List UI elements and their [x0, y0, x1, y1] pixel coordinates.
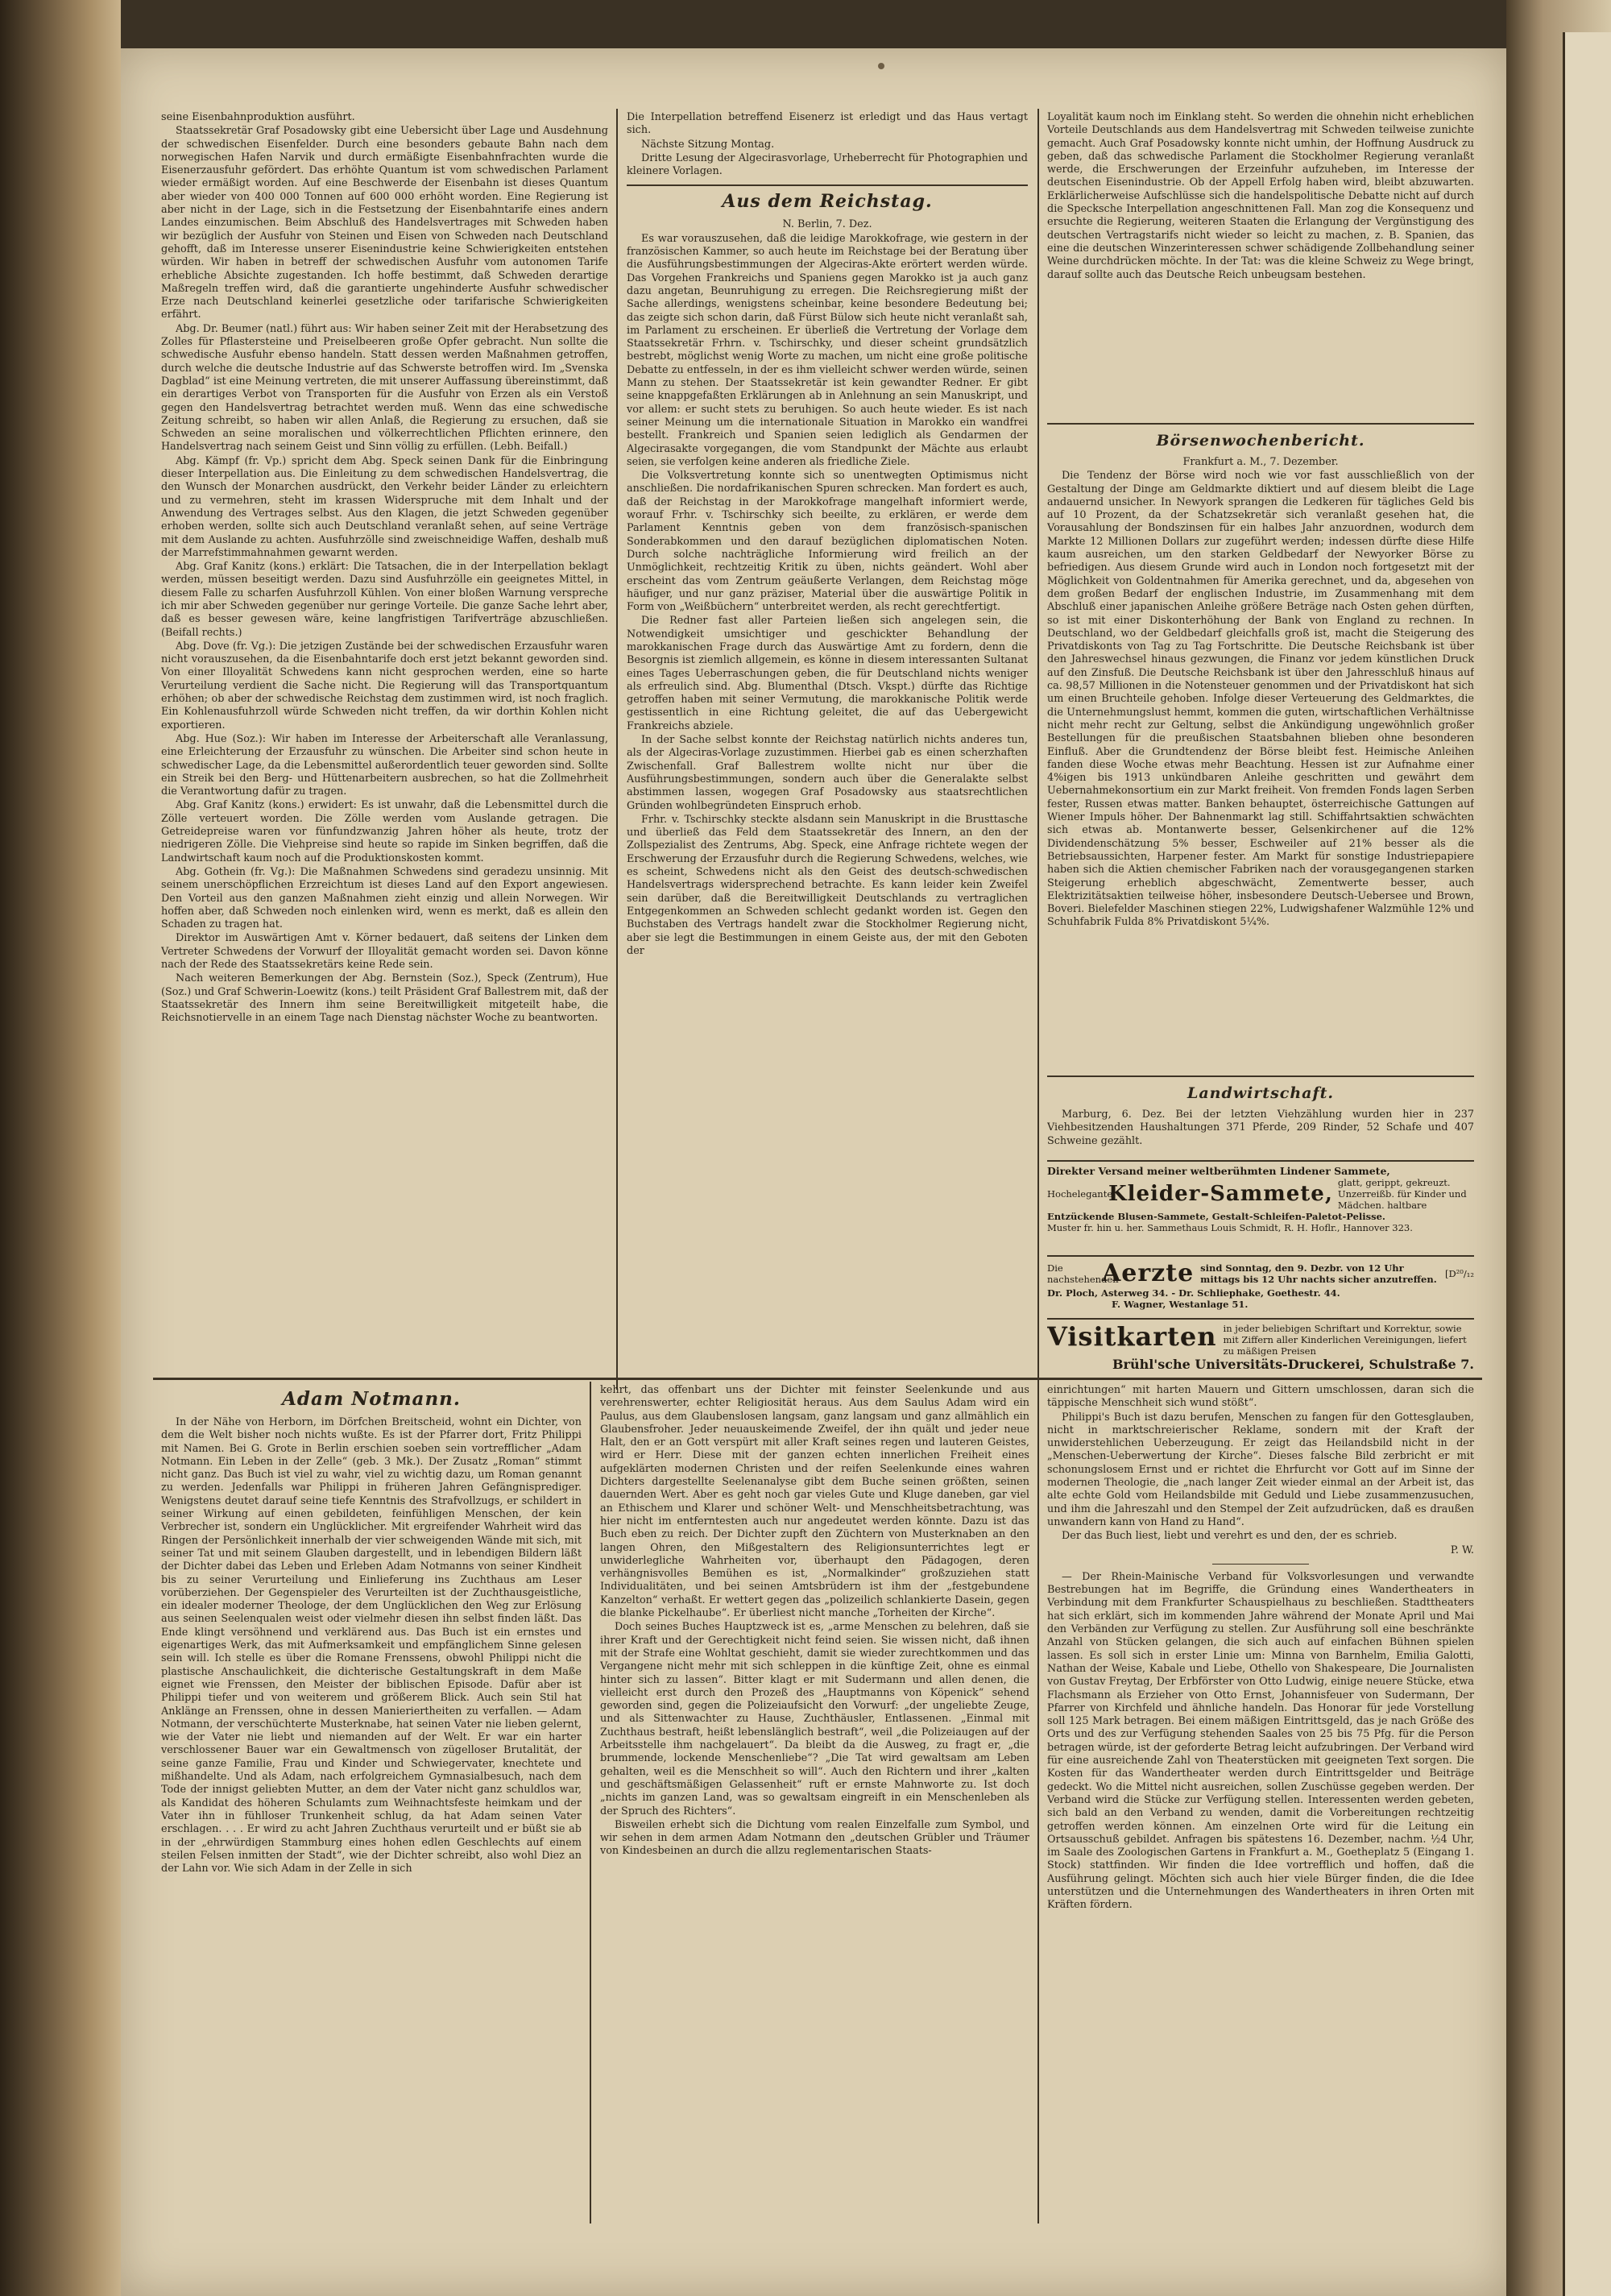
ad-velvet-lead: Direkter Versand meiner weltberühmten Lindener Sammete,	[1047, 1165, 1390, 1177]
agriculture-section	[1047, 1080, 1474, 1160]
book-binding-left	[0, 0, 121, 2296]
binding-hole	[878, 63, 884, 69]
ad-velvet-line2: Entzückende Blusen-Sammete, Gestalt-Schleifen-Paletot-Pelisse.	[1047, 1211, 1385, 1222]
ad-doctors	[1047, 1255, 1474, 1320]
paragraph: Abg. Dove (fr. Vg.): Die jetzigen Zustände bei der schwedischen Erzausfuhr waren nicht vorauszusehen, da die Eisenbahntarife doch erst jetzt bekannt geworden sind. Von einer Illoyalität Schwedens kann nicht gesprochen werden, eine so harte Verurteilung verdient die Sache nicht. Die Regierung will das Transportquantum erhöhen; ob aber der schwedische Reichstag dem zustimmen wird, ist noch fraglich. Ein Kohlenausfuhrzoll würde Schweden nicht treffen, da wir dorthin Kohlen nicht exportieren.	[161, 640, 608, 731]
feuilleton-column-1	[161, 1384, 582, 2222]
paragraph: Abg. Graf Kanitz (kons.) erwidert: Es ist unwahr, daß die Lebensmittel durch die Zölle verteuert worden. Die Zölle werden vom Auslande getragen. Die Getreidepreise waren vor fünfundzwanzig Jahren höher als heute, trotz der niedrigeren Zölle. Die Viehpreise sind heute so rapide im Sinken begriffen, daß die Landwirtschaft kaum noch auf die Produktionskosten kommt.	[161, 799, 608, 864]
ad-cards-title: Visitkarten	[1047, 1321, 1217, 1352]
paragraph: Die Redner fast aller Parteien ließen sich angelegen sein, die Notwendigkeit umsichtiger und geschickter Behandlung der marokkanischen Frage durch das Auswärtige Amt zu fordern, denn die Besorgnis ist ziemlich allgemein, es könne in diesem interessanten Sultanat eines Tages Ueberraschungen geben, die für Deutschland nichts weniger als erfreulich sind. Abg. Blumenthal (Dtsch. Vkspt.) dürfte das Richtige getroffen haben mit seiner Vermutung, die marokkanische Politik werde gestissentlich in eine Richtung geleitet, die auf das Uebergewicht Frankreichs abziele.	[627, 615, 1028, 732]
paragraph: Philippi's Buch ist dazu berufen, Menschen zu fangen für den Gottesglauben, nicht in marktschreierischer Reklame, sondern mit der Kraft der unwiderstehlichen Ueberzeugung. Er zeigt das Heilandsbild nicht in der „Menschen-Ueberwertung der Kirche“. Dieses falsche Bild zerbricht er mit schonungslosem Ernst und er richtet die Ehrfurcht vor Gott auf im Sinne der modernen Theologie, die „nach langer Zeit wieder einmal an der Arbeit ist, das alte echte Gold vom Heilandsbilde mit Geduld und Liebe zusammenzusuchen, und ihm die Jahreszahl und den Stempel der Zeit aufzudrücken, daß es draußen unwandern kann von Hand zu Hand“.	[1047, 1411, 1474, 1528]
ad-velvet-line3: Muster fr. hin u. her. Sammethaus Louis Schmidt, R. H. Hoflr., Hannover 323.	[1047, 1222, 1413, 1233]
dateline: N. Berlin, 7. Dez.	[782, 218, 872, 231]
paragraph: Loyalität kaum noch im Einklang steht. So werden die ohnehin nicht erheblichen Vorteile Deutschlands aus dem Handelsvertrag mit Schweden teilweise zunichte gemacht. Auch Graf Posadowsky konnte nicht umhin, der Hoffnung Ausdruck zu geben, daß das schwedische Parlament die Stockholmer Regierung veranlaßt werde, die Erschwerungen der Erzeinfuhr aufzuheben, im Interesse der deutschen Eisenindustrie. Ob der Appell Erfolg haben wird, bleibt abzuwarten. Erklärlicherweise Aufschlüsse sich die handelspolitische Debatte nicht auf durch die Specksche Interpellation angeschnittenen Fall. Man zog die Konsequenz und ersuchte die Regierung, weiteren Staaten die Erlangung der Vergünstigung des deutschen Vertragstarifs nicht wieder so leicht zu machen, z. B. Spanien, das eine die deutschen Winzerinteressen schwer schädigende Zollbehandlung seiner Weine durchdrücken möchte. In der Tat: was die kleine Schweiz zu Wege bringt, darauf sollte auch das Deutsche Reich unbeugsam bestehen.	[1047, 111, 1474, 281]
dateline: Frankfurt a. M., 7. Dezember.	[1182, 456, 1339, 468]
feuilleton-column-3	[1047, 1384, 1474, 2222]
next-session-note: Nächste Sitzung Montag.	[641, 138, 775, 151]
paragraph: Es war vorauszusehen, daß die leidige Marokkofrage, wie gestern in der französischen Kammer, so auch heute im Reichstage bei der Beratung über die Ausführungsbestimmungen der Algeciras-Akte erörtert werden würde. Das Vorgehen Frankreichs und Spaniens gegen Marokko ist ja auch ganz dazu angetan, Beunruhigung zu erregen. Die Reichsregierung mißt der Sache allerdings, wenigstens scheinbar, keine besondere Bedeutung bei; das zeigte sich schon darin, daß Fürst Bülow sich heute nicht veranlaßt sah, im Parlament zu erscheinen. Er überließ die Vertretung der Vorlage dem Staatssekretär Frhrn. v. Tschirschky, und dieser scheint grundsätzlich bestrebt, möglichst wenig Worte zu machen, um nicht eine große politische Debatte zu entfesseln, in der es ihm vielleicht schwer werden würde, seinen Mann zu stehen. Der Staatssekretär ist kein gewandter Redner. Er gibt seine knappgefaßten Erklärungen ab in Anlehnung an sein Manuskript, und vor allem: er sucht stets zu beruhigen. So auch heute wieder. Es ist nach seiner Meinung um die internationale Situation in Marokko ein wandfrei bestellt. Frankreich und Spanien seien lediglich als Gendarmen der Algecirasakte vorgegangen, die vom Standpunkt der Mächte aus erlaubt seien, sie verfolgen keine anderen als friedliche Ziele.	[627, 232, 1028, 468]
column-rule-2	[1037, 109, 1039, 1390]
paragraph: Abg. Dr. Beumer (natl.) führt aus: Wir haben seiner Zeit mit der Herabsetzung des Zolles für Pflastersteine und Preiselbeeren große Opfer gebracht. Nun sollte die schwedische Ausfuhr ebenso handeln. Statt dessen werden Maßnahmen getroffen, durch welche die deutsche Industrie auf das Schwerste betroffen wird. Im „Svenska Dagblad“ ist eine Meinung vertreten, die mit unserer Auffassung übereinstimmt, daß ein derartiges Verbot von Transporten für die Ausfuhr von Erzen als ein Verstoß gegen den Handelsvertrag betrachtet werden muß. Wenn das eine schwedische Zeitung schreibt, so haben wir allen Anlaß, die Regierung zu ersuchen, daß sie Schweden an seine moralischen und völkerrechtlichen Pflichten erinnere, den Handelsvertrag nach seinem Geist und Sinn völlig zu erfüllen. (Lebh. Beifall.)	[161, 322, 608, 454]
ad-business-cards	[1047, 1318, 1474, 1381]
column-rule-1	[616, 109, 618, 1390]
column-3-continuation	[1047, 111, 1474, 417]
agenda-note: Dritte Lesung der Algecirasvorlage, Urheberrecht für Photographien und kleinere Vorlagen.	[627, 151, 1028, 178]
author-signature: P. W.	[1450, 1544, 1474, 1556]
paragraph: seine Eisenbahnproduktion ausführt.	[161, 111, 355, 123]
paragraph: Nach weiteren Bemerkungen der Abg. Bernstein (Soz.), Speck (Zentrum), Hue (Soz.) und Graf Schwerin-Loewitz (kons.) teilt Präsident Graf Ballestrem mit, daß der Staatssekretär des Innern ihm seine Bereitwilligkeit mitgeteilt habe, die Reichsnotiervelle in an einem Tage nach Dienstag nächster Woche zu beantworten.	[161, 972, 608, 1025]
column-1-parliament-report	[161, 111, 608, 1372]
column-rule-3	[590, 1382, 591, 2223]
paragraph: Bisweilen erhebt sich die Dichtung vom realen Einzelfalle zum Symbol, und wir sehen in dem armen Adam Notmann den „deutschen Grübler und Träumer von Kindesbeinen an durch die allzu reglementarischen Staats-	[600, 1818, 1029, 1858]
ad-velvet	[1047, 1160, 1474, 1258]
paragraph: In der Nähe von Herborn, im Dörfchen Breitscheid, wohnt ein Dichter, von dem die Welt bisher noch nichts wußte. Es ist der Pfarrer dort, Fritz Philippi mit Namen. Bei G. Grote in Berlin erschien soeben sein vortrefflicher „Adam Notmann. Ein Leben in der Zelle“ (geb. 3 Mk.). Der Zusatz „Roman“ stimmt nicht ganz. Das Buch ist viel zu wahr, viel zu wichtig dazu, um Roman genannt zu werden. Jedenfalls war Philippi in früheren Jahren Gefängnisprediger. Wenigstens deutet darauf seine tiefe Kenntnis des Strafvollzugs, er schildert in seiner Wirkung auf einen gebildeten, feinfühligen Menschen, der kein Verbrecher ist, sondern ein Unglücklicher. Mit ergreifender Wahrheit wird das Ringen der Persönlichkeit innerhalb der vier schweigenden Wände mit sich, mit seiner Tat und mit seinem Glauben dargestellt, und in lebendigen Bildern läßt der Dichter dabei das Leben und Erleben Adam Notmanns von seiner Kindheit bis zu seiner Verurteilung und Einlieferung ins Zuchthaus am Leser vorüberziehen. Der Gegenspieler des Verurteilten ist der Zuchthausgeistliche, ein idealer moderner Theologe, der dem Unglücklichen den Weg zur Erlösung aus seinen Seelenqualen weist oder vielmehr diesen ihn selbst finden läßt. Das Ende klingt versöhnend und verklärend aus. Das Buch ist ein ernstes und eigenartiges Werk, das mit Aufmerksamkeit und empfänglichem Sinne gelesen sein will. Ich stelle es über die Romane Frenssens, obwohl Philippi nicht die plastische Anschaulichkeit, die dichterische Gestaltungskraft in dem Maße eignet wie Frenssen, den Meister der biblischen Episode. Dafür aber ist Philippi tiefer und von weiterem und größerem Blick. Auch sein Stil hat Anklänge an Frenssen, ohne in dessen Manieriertheiten zu verfallen. — Adam Notmann, der verschüchterte Musterknabe, hat seinen Vater nie lieben gelernt, wie der Vater nie liebt und niemanden auf der Welt. Er war ein harter verschlossener Bauer war ein Gewaltmensch von zügelloser Brutalität, der seine ganze Familie, Frau und Kinder und Schwiegervater, knechtete und mißhandelte. Und als Adam, nach erfolgreichem Gymnasialbesuch, nach dem Tode der innigst geliebten Mutter, an dem der Vater nicht ganz schuldlos war, als Kandidat des höheren Schulamts zum Weihnachtsfeste heimkam und der Vater ihn in fühlloser Trunkenheit schlug, da hat Adam seinen Vater erschlagen. . . . Er wird zu acht Jahren Zuchthaus verurteilt und er büßt sie ab in der „ehrwürdigen Stammburg eines hohen edlen Geschlechts auf einem steilen Felsen inmitten der Stadt“, wie der Dichter schreibt, also wohl Diez an der Lahn vor. Wie sich Adam in der Zelle in sich	[161, 1416, 582, 1875]
ad-velvet-right: glatt, gerippt, gekreuzt. Unzerreißb. für Kinder und Mädchen. haltbare	[1337, 1177, 1467, 1211]
feuilleton-heading: Adam Notmann.	[282, 1388, 461, 1410]
paragraph: Abg. Kämpf (fr. Vp.) spricht dem Abg. Speck seinen Dank für die Einbringung dieser Interpellation aus. Die Einleitung zu dem schwedischen Handelsvertrag, die den Wunsch der Monarchen ausdrückt, den Verkehr beider Länder zu erleichtern und zu vermehren, steht im krassen Widerspruche mit dem Inhalt und der Anwendung des Vertrages selbst. Aus den Klagen, die jetzt Schweden gegenüber erhoben werden, sollte sich auch Deutschland veranlaßt sehen, auf seine Verträge mit dem Auslande zu achten. Ausfuhrzölle sind zweischneidige Waffen, deshalb muß der Marrefstimmahnahmen gewarnt werden.	[161, 454, 608, 559]
adjacent-page-edge	[1563, 32, 1611, 2296]
paragraph: einrichtungen“ mit harten Mauern und Gittern umschlossen, daran sich die täppische Menschheit sich wund stößt“.	[1047, 1384, 1474, 1410]
feuilleton-column-2	[600, 1384, 1029, 2222]
paragraph: Marburg, 6. Dez. Bei der letzten Viehzählung wurden hier in 237 Viehbesitzenden Haushaltungen 371 Pferde, 209 Rinder, 52 Schafe und 407 Schweine gezählt.	[1047, 1109, 1474, 1147]
ad-doctors-line1: Dr. Ploch, Asterweg 34. - Dr. Schliephake, Goethestr. 44.	[1047, 1287, 1340, 1299]
section-heading-boerse: Börsenwochenbericht.	[1156, 432, 1365, 450]
ad-doctors-title: Aerzte	[1102, 1259, 1195, 1287]
section-heading-reichstag: Aus dem Reichstag.	[722, 191, 933, 213]
ad-cards-text: in jeder beliebigen Schriftart und Korrektur, sowie mit Ziffern aller Kinderlichen Vereinigungen, liefert zu mäßigen Preisen	[1223, 1323, 1467, 1357]
paragraph: Die Tendenz der Börse wird noch wie vor fast ausschließlich von der Gestaltung der Dinge am Geldmarkte diktiert und auf diesem bleibt die Lage andauernd unsicher. In Newyork sprangen die Ledkeren für tägliches Geld bis auf 10 Prozent, da der Schatzsekretär sich veranlaßt gesehen hat, die Vorausahlung der Bondszinsen für ein halbes Jahr anzuordnen, wodurch dem Markte 12 Millionen Dollars zur zugeführt werden; indessen dürfte diese Hilfe kaum ausreichen, um den starken Geldbedarf der Newyorker Börse zu befriedigen. Aus diesem Grunde wird auch in London noch fortgesetzt mit der Möglichkeit von Goldentnahmen für Amerika gerechnet, und da, abgesehen von dem großen Bedarf der englischen Industrie, im Zusammenhang mit dem Abschluß einer japanischen Anleihe größere Beträge nach Osten gehen dürften, so ist mit einer Diskonterhöhung der Bank von England zu rechnen. In Deutschland, wo der Geldbedarf gleichfalls groß ist, macht die Steigerung des Privatdiskonts von Tag zu Tag Fortschritte. Die Deutsche Reichsbank ist über den Jahreswechsel hinaus gezwungen, die Finanz vor jedem künstlichen Druck auf den Zinsfuß. Die Deutsche Reichsbank ist über den Jahresschluß hinaus auf ca. 98,57 Millionen in die Notensteuer genommen und der Privatdiskont hat sich um einen Bruchteile gehoben. Infolge dieser Verteuerung des Geldmarktes, die die Unternehmungslust hemmt, kommen die guten, wirtschaftlichen Verhältnisse nicht mehr recht zur Geltung, selbst die Ankündigung ungewöhnlich großer Bestellungen für die preußischen Staatsbahnen blieben ohne besonderen Einfluß. Aber die Grundtendenz der Börse bleibt fest. Heimische Anleihen fanden diese Woche etwas mehr Beachtung. Hessen ist zur Aufnahme einer 4%igen bis 1913 unkündbaren Anleihe geschritten und gewährt dem Uebernahmekonsortium ein zur Markt freiheit. Von fremden Fonds lagen Serben fester, Russen etwas matter. Banken behauptet, österreichische Gattungen auf Wiener Impuls höher. Der Bahnenmarkt lag still. Schiffahrtsaktien schwächten sich etwas ab. Montanwerte besser, Gelsenkirchener auf die 12% Dividendenschätzung 5% besser, Eschweiler auf 21% besser als die Betriebsaussichten, Harpener fester. Am Markt für sonstige Industriepapiere haben sich die Aktien chemischer Fabriken nach der vorausgegangenen starken Steigerung erheblich abgeschwächt, Zementwerte besser, auch Elektrizitätsaktien teilweise höher, insbesondere Deutsch-Uebersee und Brown, Boveri. Bielefelder Maschinen stiegen 22%, Ludwigshafener Walzmühle 12% und Schuhfabrik Fulda 8% Privatdiskont 5¼%.	[1047, 470, 1474, 929]
paragraph: Der das Buch liest, liebt und verehrt es und den, der es schrieb.	[1062, 1530, 1398, 1543]
column-2-reichstag	[627, 111, 1028, 1372]
paragraph: Direktor im Auswärtigen Amt v. Körner bedauert, daß seitens der Linken dem Vertreter Schwedens der Vorwurf der Illoyalität gemacht worden sei. Davon könne nach der Rede des Staatssekretärs keine Rede sein.	[161, 932, 608, 971]
section-divider-boerse	[1047, 423, 1474, 425]
paragraph: Frhr. v. Tschirschky steckte alsdann sein Manuskript in die Brusttasche und überließ das Feld dem Staatssekretär des Innern, an den der Zollspezialist des Zentrums, Abg. Speck, eine Anfrage richtete wegen der Erschwerung der Erzausfuhr durch die Regierung Schwedens, welches, wie es scheint, Schwedens nicht als den Geist des deutsch-schwedischen Handelsvertrags widersprechend betrachte. Es kann leider kein Zweifel sein darüber, daß die Bereitwilligkeit Deutschlands zu vertraglichen Entgegenkommen an Schweden schlecht gedankt worden ist. Gegen den Buchstaben des Vertrags handelt zwar die Stockholmer Regierung nicht, aber sie legt die Bestimmungen in einem Geiste aus, der mit den Geboten der	[627, 813, 1028, 957]
paragraph: In der Sache selbst konnte der Reichstag natürlich nichts anderes tun, als der Algeciras-Vorlage zuzustimmen. Hierbei gab es einen scherzhaften Zwischenfall. Graf Ballestrem wollte nicht nur über die Ausführungsbestimmungen, sondern auch über die Generalakte selbst abstimmen lassen, wogegen Graf Posadowsky aus staatsrechtlichen Gründen wohlbegründeten Einspruch erhob.	[627, 734, 1028, 812]
theater-notice: — Der Rhein-Mainische Verband für Volksvorlesungen und verwandte Bestrebungen hat im Begriffe, die Gründung eines Wandertheaters in Verbindung mit dem Frankfurter Schauspielhaus zu beschließen. Stadttheaters hat sich erklärt, sich im kommenden Jahre während der Monate April und Mai den Verbänden zur Verfügung zu stellen. Zur Ausführung soll eine beschränkte Anzahl von Stücken gelangen, die sich auch auf einfachen Bühnen spielen lassen. Es soll sich in erster Linie um: Minna von Barnhelm, Emilia Galotti, Nathan der Weise, Kabale und Liebe, Othello von Shakespeare, Die Journalisten von Gustav Freytag, Der Erbförster von Otto Ludwig, einige neuere Stücke, etwa Flachsmann als Erzieher von Otto Ernst, Johannisfeuer von Sudermann, Der Pfarrer von Kirchfeld und ähnliche handeln. Das Honorar für jede Vorstellung soll 125 Mark betragen. Bei einem mäßigen Eintrittsgeld, das je nach Größe des Orts und des zur Verfügung stehenden Saales von 25 bis 75 Pfg. für die Person betragen würde, ist der geforderte Betrag leicht aufzubringen. Der Verband wird für eine ausreichende Zahl von Theaterstücken mit geeigneten Text sorgen. Die Kosten für das Wandertheater werden durch Eintrittsgelder und Beiträge gedeckt. Wo die Mittel nicht ausreichen, sollen Zuschüsse gegeben werden. Der Verband wird die Stücke zur Verfügung stellen. Interessenten werden gebeten, sich bald an den Verband zu wenden, damit die Vorbereitungen rechtzeitig getroffen werden können. Am einzelnen Orte wird für die Leitung ein Ortsausschuß gebildet. Anfragen bis spätestens 16. Dezember, nachm. ½4 Uhr, im Saale des Zoologischen Gartens in Frankfurt a. M., Goetheplatz 5 (Eingang 1. Stock) stattfinden. Wir finden die Idee vortrefflich und hoffen, daß die Ausführung gelingt. Möchten sich auch hier viele Bürger finden, die die Idee unterstützen und die Unternehmungen des Wandertheaters in ihren Orten mit Kräften fördern.	[1047, 1570, 1474, 1912]
paragraph: Abg. Gothein (fr. Vg.): Die Maßnahmen Schwedens sind geradezu unsinnig. Mit seinem unerschöpflichen Erzreichtum ist dieses Land auf den Export angewiesen. Den Vorteil aus den ganzen Maßnahmen zieht einzig und allein Norwegen. Wir hoffen aber, daß Schweden noch einlenken wird, wenn es merkt, daß es allein den Schaden zu tragen hat.	[161, 865, 608, 931]
interpellation-note: Die Interpellation betreffend Eisenerz ist erledigt und das Haus vertagt sich.	[627, 111, 1028, 137]
section-heading-landwirtschaft: Landwirtschaft.	[1187, 1084, 1335, 1102]
ad-velvet-left: Hochelegante	[1047, 1188, 1113, 1200]
column-rule-4	[1037, 1382, 1039, 2223]
stock-market-report	[1047, 427, 1474, 1071]
ad-cards-footer: Brühl'sche Universitäts-Druckerei, Schulstraße 7.	[1112, 1357, 1474, 1372]
paragraph: Staatssekretär Graf Posadowsky gibt eine Uebersicht über Lage und Ausdehnung der schwedischen Eisenfelder. Durch eine besonders gebaute Bahn nach dem norwegischen Hafen Narvik und durch ermäßigte Eisenbahnfrachten wurde die Eisenerzausfuhr gefördert. Das erhöhte Quantum ist vom schwedischen Parlament wieder ermäßigt worden. Auf eine Beschwerde der Eisenbahn ist dieses Quantum aber wieder von 400 000 Tonnen auf 600 000 erhöht worden. Eine Regierung ist aber nicht in der Lage, sich in die Festsetzung der Eisenbahntarife eines andern Landes einzumischen. Beim Abschluß des Handelsvertrages mit Schweden haben wir bezüglich der Ausfuhr von Steinen und Eisen von Schweden nach Deutschland gehofft, daß im Interesse unserer Eisenindustrie keine Schwierigkeiten entstehen würden. Wir haben in betreff der schwedischen Ausfuhr vom autonomen Tarife erhebliche Absichte zugestanden. Ich hoffe bestimmt, daß Schweden derartige Maßregeln treffen wird, daß die garantierte ungehinderte Ausfuhr schwedischer Erze nach Deutschland keinerlei gesetzliche oder tarifarische Schwierigkeiten erfährt.	[161, 125, 608, 321]
paragraph: kehrt, das offenbart uns der Dichter mit feinster Seelenkunde und aus verehrenswerter, echter Religiosität heraus. Aus dem Saulus Adam wird ein Paulus, aus dem Glaubenslosen langsam, ganz langsam und ganz allmählich ein Glaubensfroher. Jeder neuauskeimende Zweifel, der ihn quält und jeder neue Halt, den er an Gott verspürt mit aller Kraft seines regen und lauteren Geistes, wird er Herr. Diese mit der ganzen echten innerlichen Freiheit eines aufgeklärten modernen Christen und der reifen Seelenkunde eines wahren Dichters dargestellte Seelenanalyse gibt dem Buche seinen größten, seinen dauernden Wert. Aber es geht noch gar vieles Gute und Kluge daneben, gar viel an Ethischem und Klarer und schöner Welt- und Menschheitsbetrachtung, was hier nicht im entferntesten auch nur angedeutet werden könnte. Dazu ist das Buch eben zu reich. Der Dichter zupft den Züchtern von Musterknaben an den langen Ohren, den Mißgestaltern des Religionsunterrichtes legt er unwiderlegliche Wahrheiten vor, überhaupt den Pädagogen, deren verhängnisvolles Bemühen es ist, „Normalkinder“ großzuziehen statt Individualitäten, und bei seinen Amtsbrüdern ist ihm der „festgebundene Kanzelton“ verhaßt. Er wettert gegen das „polizeilich schlankierte Dasein, gegen die blanke Pickelhaube“. Er überliest nicht manche „Torheiten der Kirche“.	[600, 1384, 1029, 1620]
ad-doctors-code: [D²⁰/₁₂	[1444, 1268, 1474, 1279]
paragraph: Die Volksvertretung konnte sich so unentwegten Optimismus nicht anschließen. Die nordafrikanischen Spuren schrecken. Man fordert es auch, daß der Reichstag in der Marokkofrage mangelhaft informiert werde, worauf Frhr. v. Tschirschky sich beeilte, zu erklären, er werde dem Parlament Kenntnis geben von dem französisch-spanischen Sonderabkommen und den darauf bezüglichen diplomatischen Noten. Durch solche nachträgliche Informierung wird freilich an der Unmöglichkeit, rechtzeitig Kritik zu üben, nichts geändert. Wohl aber erscheint das vom Zentrum geäußerte Verlangen, dem Reichstag möge häufiger, und nur ganz präziser, Material über die auswärtige Politik in Form von „Weißbüchern“ unterbreitet werden, als recht gerechtfertigt.	[627, 470, 1028, 614]
ad-doctors-right: sind Sonntag, den 9. Dezbr. von 12 Uhr mittags bis 12 Uhr nachts sicher anzutreffen.	[1200, 1262, 1437, 1285]
paragraph: Abg. Graf Kanitz (kons.) erklärt: Die Tatsachen, die in der Interpellation beklagt werden, müssen beseitigt werden. Dazu sind Ausfuhrzölle ein geeignetes Mittel, in diesem Falle zu scharfen Ausfuhrzoll Kühlen. Von einer bloßen Warnung verspreche ich mir aber Schweden gegenüber nur geringe Vorteile. Die ganze Sache lehrt aber, daß es besser gewesen wäre, keine langfristigen Tarifverträge abzuschließen. (Beifall rechts.)	[161, 561, 608, 639]
paragraph: Doch seines Buches Hauptzweck ist es, „arme Menschen zu belehren, daß sie ihrer Kraft und der Gerechtigkeit nicht feind seien. Sie wissen nicht, daß ihnen mit der Strafe eine Wohltat geschieht, damit sie wieder zurechtkommen und das Vergangene nicht mehr mit sich schleppen in die künftige Zeit, ohne es einmal hinter sich zu lassen“. Bitter klagt er mit Sudermann und allen denen, die vielleicht erst durch den Prozeß des „Hauptmanns von Köpenick“ sehend geworden sind, gegen die Polizeiaufsicht den Vorwurf: „der ungeliebte Zeuge, und als Sittenwachter zu Hause, Zuchthäusler, Entlassenen. „Einmal mit Zuchthaus bestraft, heißt lebenslänglich bestraft“, weil „die Polizeiaugen auf der Arbeitsstelle ihm nachgelauert“. Da bleibt da die Ausweg, zu fragt er, „die brummende, lockende Menschenliebe“? „Die Tat wird gewaltsam am Leben gehalten, weil es die Menschheit so will“. Auch den Richtern und ihrer „kalten und geschäftsmäßigen Gelassenheit“ ruft er ernste Mahnworte zu. Ist doch „nichts im ganzen Land, was so gewaltsam eingreift in ein Menschenleben als der Spruch des Richters“.	[600, 1621, 1029, 1817]
ad-doctors-line2: F. Wagner, Westanlage 51.	[1112, 1299, 1249, 1310]
section-divider-landwirtschaft	[1047, 1075, 1474, 1077]
ad-doctors-left: Die nachstehenden	[1047, 1262, 1119, 1285]
ad-velvet-title: Kleider-Sammete,	[1108, 1182, 1333, 1206]
paragraph: Abg. Hue (Soz.): Wir haben im Interesse der Arbeiterschaft alle Veranlassung, eine Erleichterung der Erzausfuhr zu wünschen. Die Arbeiter sind schon heute in schwedischer Lage, da die Lebensmittel außerordentlich teuer geworden sind. Sollte ein Streik bei den Berg- und Hüttenarbeitern ausbrechen, so hat die Zollmehrheit die Verantwortung dafür zu tragen.	[161, 732, 608, 798]
